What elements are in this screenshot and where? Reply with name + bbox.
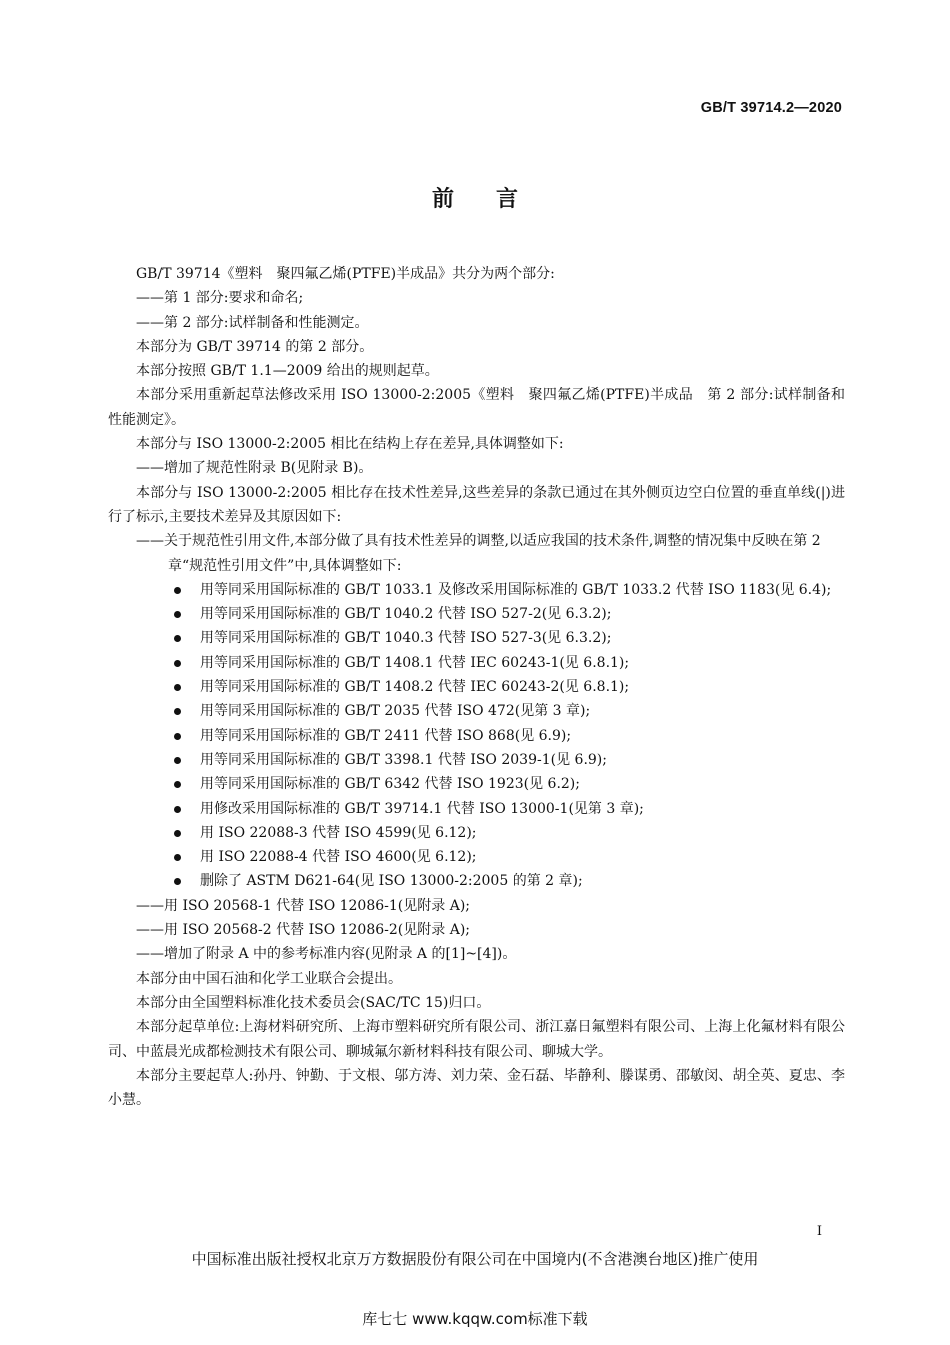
bullet-item — [108, 772, 845, 796]
bullet-dot-icon — [174, 806, 181, 813]
bullet-item — [108, 602, 845, 626]
dash-item: ——用 ISO 20568-1 代替 ISO 12086-1(见附录 A); — [136, 897, 470, 914]
dash-item: ——第 1 部分:要求和命名; — [136, 290, 304, 307]
bullet-dot-icon — [174, 733, 181, 740]
paragraph: 本部分与 ISO 13000-2:2005 相比存在技术性差异,这些差异的条款已通过在其外侧页边空白位置的垂直单线(|)进行了标示,主要技术差异及其原因如下: — [108, 484, 845, 525]
paragraph: 本部分由中国石油和化学工业联合会提出。 — [136, 970, 402, 987]
bullet-dot-icon — [174, 660, 181, 667]
bullet-dot-icon — [174, 878, 181, 885]
bullet-text: 删除了 ASTM D621-64(见 ISO 13000-2:2005 的第 2 章); — [200, 873, 583, 890]
paragraph: 本部分起草单位:上海材料研究所、上海市塑料研究所有限公司、浙江嘉日氟塑料有限公司、上海上化氟材料有限公司、中蓝晨光成都检测技术有限公司、聊城氟尔新材料科技有限公司、聊城大学。 — [108, 1019, 845, 1060]
bullet-text: 用 ISO 22088-3 代替 ISO 4599(见 6.12); — [200, 824, 477, 841]
paragraph: 本部分由全国塑料标准化技术委员会(SAC/TC 15)归口。 — [136, 994, 491, 1011]
bullet-text: 用等同采用国际标准的 GB/T 1408.1 代替 IEC 60243-1(见 6.8.1); — [200, 654, 630, 671]
bullet-dot-icon — [174, 708, 181, 715]
standard-code: GB/T 39714.2—2020 — [700, 100, 842, 116]
bullet-item — [108, 675, 845, 699]
bullet-dot-icon — [174, 830, 181, 837]
bullet-dot-icon — [174, 781, 181, 788]
bullet-dot-icon — [174, 684, 181, 691]
bullet-item — [108, 578, 845, 602]
paragraph: 本部分采用重新起草法修改采用 ISO 13000-2:2005《塑料 聚四氟乙烯(PTFE)半成品 第 2 部分:试样制备和性能测定》。 — [108, 387, 845, 428]
paragraph: 本部分与 ISO 13000-2:2005 相比在结构上存在差异,具体调整如下: — [136, 436, 564, 453]
bullet-item — [108, 797, 845, 821]
bullet-text: 用等同采用国际标准的 GB/T 2035 代替 ISO 472(见第 3 章); — [200, 703, 591, 720]
bullet-text: 用等同采用国际标准的 GB/T 2411 代替 ISO 868(见 6.9); — [200, 727, 572, 744]
bullet-item — [108, 845, 845, 869]
bullet-dot-icon — [174, 854, 181, 861]
bullet-text: 用等同采用国际标准的 GB/T 1033.1 及修改采用国际标准的 GB/T 1033.2 代替 ISO 1183(见 6.4); — [200, 581, 832, 598]
paragraph: 本部分主要起草人:孙丹、钟勤、于文根、邬方涛、刘力荣、金石磊、毕静利、滕谋勇、邵敏闵、胡全英、夏忠、李小慧。 — [108, 1067, 845, 1109]
bullet-text: 用 ISO 22088-4 代替 ISO 4600(见 6.12); — [200, 849, 477, 866]
page-number: I — [816, 1224, 822, 1239]
paragraph: 本部分按照 GB/T 1.1—2009 给出的规则起草。 — [136, 363, 439, 380]
download-notice: 库七七 www.kqqw.com标准下载 — [362, 1310, 588, 1328]
bullet-dot-icon — [174, 587, 181, 594]
bullet-item — [108, 724, 845, 748]
dash-item: ——关于规范性引用文件,本部分做了具有技术性差异的调整,以适应我国的技术条件,调整的情况集中反映在第 2 章“规范性引用文件”中,具体调整如下: — [136, 533, 821, 574]
adjustment-bullet-list — [108, 578, 845, 894]
bullet-item — [108, 869, 845, 893]
bullet-dot-icon — [174, 635, 181, 642]
dash-item: ——增加了附录 A 中的参考标准内容(见附录 A 的[1]~[4])。 — [136, 946, 517, 963]
bullet-dot-icon — [174, 611, 181, 618]
dash-item: ——增加了规范性附录 B(见附录 B)。 — [136, 460, 373, 477]
bullet-item — [108, 748, 845, 772]
page-title: 前言 — [431, 187, 560, 212]
dash-item: ——第 2 部分:试样制备和性能测定。 — [136, 314, 369, 331]
intro-paragraphs — [108, 262, 845, 578]
bullet-item — [108, 699, 845, 723]
bullet-text: 用等同采用国际标准的 GB/T 1040.3 代替 ISO 527-3(见 6.3.2); — [200, 630, 612, 647]
bullet-text: 用等同采用国际标准的 GB/T 1040.2 代替 ISO 527-2(见 6.3.2); — [200, 606, 612, 623]
license-notice: 中国标准出版社授权北京万方数据股份有限公司在中国境内(不含港澳台地区)推广使用 — [191, 1250, 759, 1268]
bullet-item — [108, 626, 845, 650]
paragraph: GB/T 39714《塑料 聚四氟乙烯(PTFE)半成品》共分为两个部分: — [136, 266, 555, 282]
bullet-text: 用等同采用国际标准的 GB/T 6342 代替 ISO 1923(见 6.2); — [200, 776, 580, 793]
bullet-dot-icon — [174, 757, 181, 764]
paragraph: 本部分为 GB/T 39714 的第 2 部分。 — [136, 338, 374, 355]
bullet-item — [108, 651, 845, 675]
closing-paragraphs — [108, 894, 845, 1113]
bullet-text: 用等同采用国际标准的 GB/T 1408.2 代替 IEC 60243-2(见 6.8.1); — [200, 679, 630, 696]
foreword-body — [108, 262, 845, 1112]
bullet-item — [108, 821, 845, 845]
bullet-text: 用等同采用国际标准的 GB/T 3398.1 代替 ISO 2039-1(见 6.9); — [200, 751, 607, 768]
dash-item: ——用 ISO 20568-2 代替 ISO 12086-2(见附录 A); — [136, 922, 470, 939]
bullet-text: 用修改采用国际标准的 GB/T 39714.1 代替 ISO 13000-1(见第 3 章); — [200, 800, 644, 817]
